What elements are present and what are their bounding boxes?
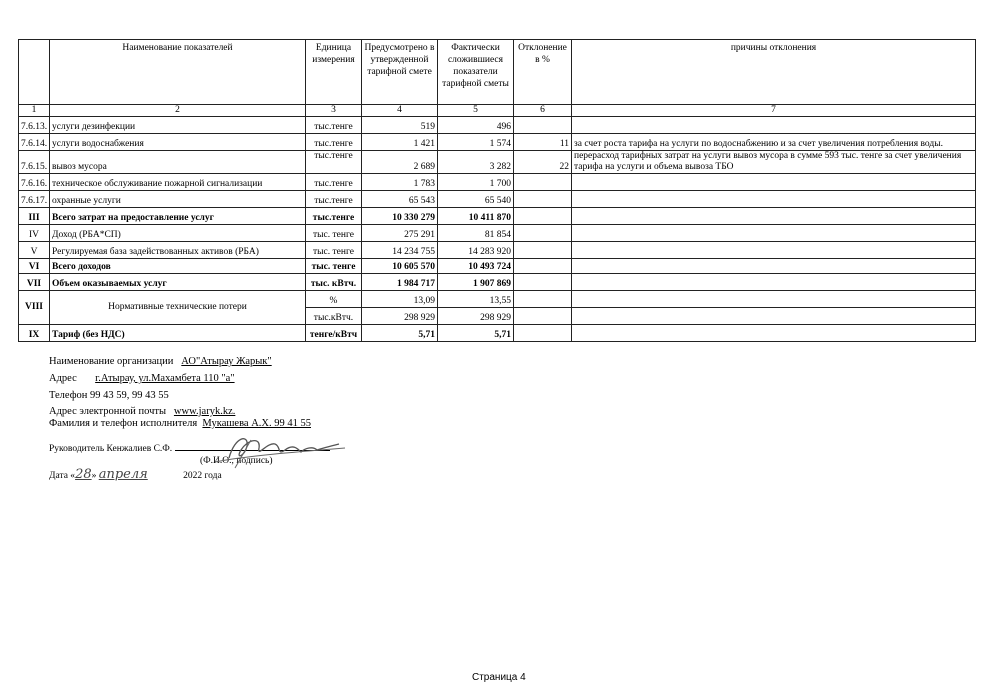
row-reason [572,117,976,134]
row-unit: тыс. кВтч. [306,274,362,291]
row-deviation [514,191,572,208]
table-row [19,151,976,174]
row-actual: 5,71 [438,325,514,342]
row-deviation: 22 [514,151,572,174]
row-planned: 1 783 [362,174,438,191]
header-cell-reason: причины отклонения [572,40,976,105]
row-reason [572,208,976,225]
table-row [19,325,976,342]
row-unit: тыс.тенге [306,208,362,225]
row-actual: 496 [438,117,514,134]
row-planned: 10 605 570 [362,259,438,274]
row-code: VIII [19,291,50,325]
row-actual: 1 700 [438,174,514,191]
row-unit: тыс.тенге [306,134,362,151]
row-deviation [514,308,572,325]
org-line [49,356,272,367]
row-reason [572,259,976,274]
date-mid: » [91,471,97,481]
row-reason: перерасход тарифных затрат на услуги вывоз мусора в сумме 593 тыс. тенге за счет увеличения тарифа на услуги и объема вывоза ТБО [572,151,976,174]
row-name: Всего доходов [50,259,306,274]
row-name: Нормативные технические потери [50,291,306,325]
signature-image [205,428,350,470]
header-row [19,40,976,105]
row-unit: тыс.кВтч. [306,308,362,325]
org-label: Наименование организации [49,356,174,367]
org-value: АО"Атырау Жарык" [181,356,272,367]
row-actual: 81 854 [438,225,514,242]
row-planned: 275 291 [362,225,438,242]
row-unit: тыс. тенге [306,225,362,242]
row-code: 7.6.16. [19,174,50,191]
row-code: IV [19,225,50,242]
table-row [19,242,976,259]
row-code: 7.6.17. [19,191,50,208]
row-unit: тыс.тенге [306,191,362,208]
row-name: услуги водоснабжения [50,134,306,151]
email-value: www.jaryk.kz. [173,406,236,417]
row-planned: 5,71 [362,325,438,342]
row-actual: 10 493 724 [438,259,514,274]
row-deviation [514,225,572,242]
row-unit: тыс.тенге [306,174,362,191]
row-deviation [514,208,572,225]
header-cell-code [19,40,50,105]
row-actual: 65 540 [438,191,514,208]
row-deviation [514,291,572,308]
col-number: 4 [362,105,438,117]
row-planned: 10 330 279 [362,208,438,225]
row-reason: за счет роста тарифа на услуги по водоснабжению и за счет увеличения потребления воды. [572,134,976,151]
row-code: VI [19,259,50,274]
row-reason [572,308,976,325]
header-cell-actual: Фактически сложившиеся показатели тарифной сметы [438,40,514,105]
row-deviation [514,274,572,291]
row-code: 7.6.15. [19,151,50,174]
row-planned: 519 [362,117,438,134]
date-month: апреля [98,467,148,482]
table-row [19,208,976,225]
row-unit: % [306,291,362,308]
row-code: IX [19,325,50,342]
row-name: Всего затрат на предоставление услуг [50,208,306,225]
row-actual: 10 411 870 [438,208,514,225]
row-actual: 1 574 [438,134,514,151]
row-reason [572,274,976,291]
row-planned: 2 689 [362,151,438,174]
row-actual: 14 283 920 [438,242,514,259]
row-reason [572,325,976,342]
row-actual: 1 907 869 [438,274,514,291]
head-label: Руководитель Кенжалиев С.Ф. [49,444,173,454]
column-number-row [19,105,976,117]
date-line [49,467,222,482]
table-row [19,291,976,308]
row-code: III [19,208,50,225]
row-unit: тыс.тенге [306,117,362,134]
row-reason [572,291,976,308]
row-planned: 1 984 717 [362,274,438,291]
row-reason [572,174,976,191]
report-table [18,39,976,342]
row-name: Тариф (без НДС) [50,325,306,342]
row-actual: 298 929 [438,308,514,325]
row-actual: 3 282 [438,151,514,174]
col-number: 1 [19,105,50,117]
row-unit: тыс. тенге [306,242,362,259]
address-line [49,373,235,384]
row-unit: тыс.тенге [306,151,362,174]
table-row [19,259,976,274]
row-reason [572,242,976,259]
row-planned: 65 543 [362,191,438,208]
executor-value: Мукашева А.Х. 99 41 55 [202,418,311,429]
row-deviation [514,117,572,134]
table-row [19,225,976,242]
row-name: Регулируемая база задействованных активов (РБА) [50,242,306,259]
row-code: 7.6.13. [19,117,50,134]
col-number: 5 [438,105,514,117]
col-number: 7 [572,105,976,117]
table-row [19,191,976,208]
table-row [19,274,976,291]
header-cell-name: Наименование показателей [50,40,306,105]
row-unit: тенге/кВтч [306,325,362,342]
header-cell-deviation: Отклонение в % [514,40,572,105]
row-deviation: 11 [514,134,572,151]
row-code: VII [19,274,50,291]
table-row [19,117,976,134]
row-planned: 14 234 755 [362,242,438,259]
row-code: 7.6.14. [19,134,50,151]
page-number: Страница 4 [472,672,526,683]
row-name: вывоз мусора [50,151,306,174]
row-name: техническое обслуживание пожарной сигнализации [50,174,306,191]
row-name: охранные услуги [50,191,306,208]
row-planned: 298 929 [362,308,438,325]
header-cell-planned: Предусмотрено в утвержденной тарифной смете [362,40,438,105]
date-prefix: Дата « [49,471,76,481]
row-planned: 13,09 [362,291,438,308]
header-cell-unit: Единица измерения [306,40,362,105]
row-name: Объем оказываемых услуг [50,274,306,291]
executor-label: Фамилия и телефон исполнителя [49,418,198,429]
row-name: услуги дезинфекции [50,117,306,134]
row-deviation [514,242,572,259]
row-deviation [514,174,572,191]
email-line [49,406,235,417]
phone-line: Телефон 99 43 59, 99 43 55 [49,390,169,401]
row-planned: 1 421 [362,134,438,151]
fio-caption: (Ф.И.О., подпись) [200,456,273,466]
row-code: V [19,242,50,259]
address-label: Адрес [49,373,77,384]
col-number: 6 [514,105,572,117]
row-name: Доход (РБА*СП) [50,225,306,242]
date-suffix: 2022 года [183,471,222,481]
row-deviation [514,259,572,274]
table-row [19,174,976,191]
col-number: 2 [50,105,306,117]
col-number: 3 [306,105,362,117]
date-day: 28 [75,467,92,482]
row-actual: 13,55 [438,291,514,308]
email-label: Адрес электронной почты [49,406,167,417]
row-reason [572,225,976,242]
row-reason [572,191,976,208]
table-row [19,134,976,151]
row-deviation [514,325,572,342]
row-unit: тыс. тенге [306,259,362,274]
address-value: г.Атырау, ул.Махамбета 110 "а" [95,373,235,384]
